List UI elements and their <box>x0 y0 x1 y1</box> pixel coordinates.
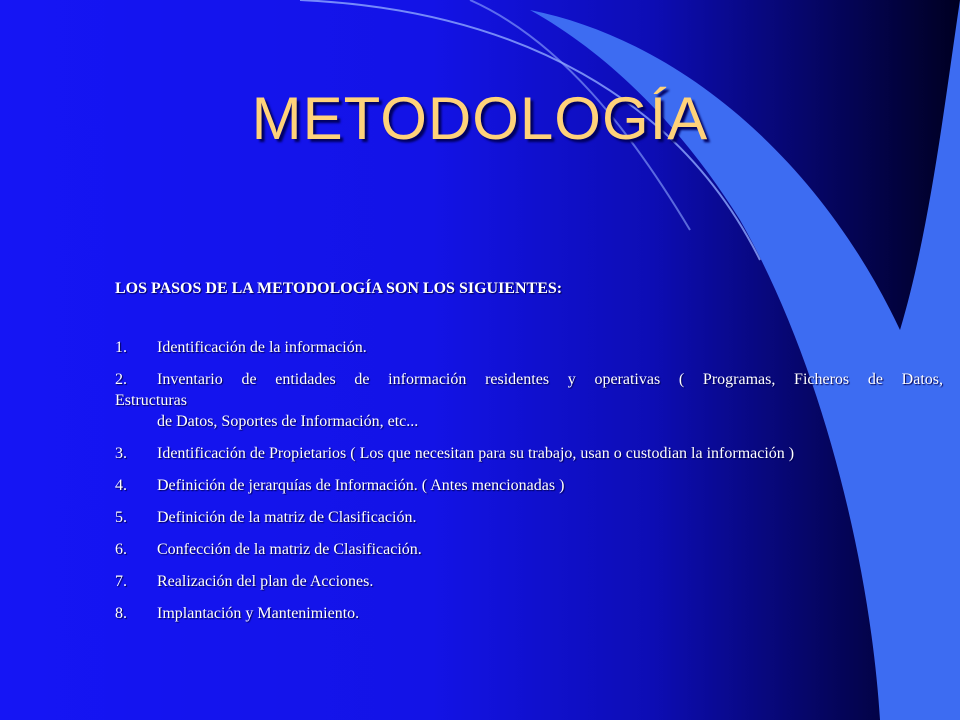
step-number: 3. <box>115 445 127 462</box>
step-item-2 <box>115 370 943 389</box>
slide-body <box>115 280 943 636</box>
step-number: 4. <box>115 477 127 494</box>
slide-title: METODOLOGÍA <box>251 85 709 152</box>
step-number: 8. <box>115 605 127 622</box>
step-text: Implantación y Mantenimiento. <box>157 605 360 622</box>
step-item-7 <box>115 572 943 591</box>
step-number: 7. <box>115 573 127 590</box>
step-item-4 <box>115 476 943 495</box>
step-item-6 <box>115 540 943 559</box>
step-text: Definición de jerarquías de Información. ( Antes mencionadas ) <box>157 477 565 494</box>
steps-heading: LOS PASOS DE LA METODOLOGÍA SON LOS SIGUIENTES: <box>115 280 563 297</box>
step-2-continuation: de Datos, Soportes de Información, etc... <box>157 413 419 430</box>
step-item-1 <box>115 338 943 357</box>
step-number: 1. <box>115 339 127 356</box>
step-text: Identificación de la información. <box>157 339 367 356</box>
step-2-wrap: Estructuras <box>115 392 187 409</box>
step-text: Definición de la matriz de Clasificación. <box>157 509 417 526</box>
step-text: Confección de la matriz de Clasificación. <box>157 541 422 558</box>
step-number: 5. <box>115 509 127 526</box>
step-item-5 <box>115 508 943 527</box>
step-text: Identificación de Propietarios ( Los que necesitan para su trabajo, usan o custodian la información ) <box>157 445 795 462</box>
step-text: Realización del plan de Acciones. <box>157 573 374 590</box>
step-number: 6. <box>115 541 127 558</box>
step-number: 2. <box>115 371 127 388</box>
step-text: Inventario de entidades de información residentes y operativas ( Programas, Ficheros de Datos, <box>157 371 943 388</box>
step-item-8 <box>115 604 943 623</box>
step-item-3 <box>115 444 943 463</box>
